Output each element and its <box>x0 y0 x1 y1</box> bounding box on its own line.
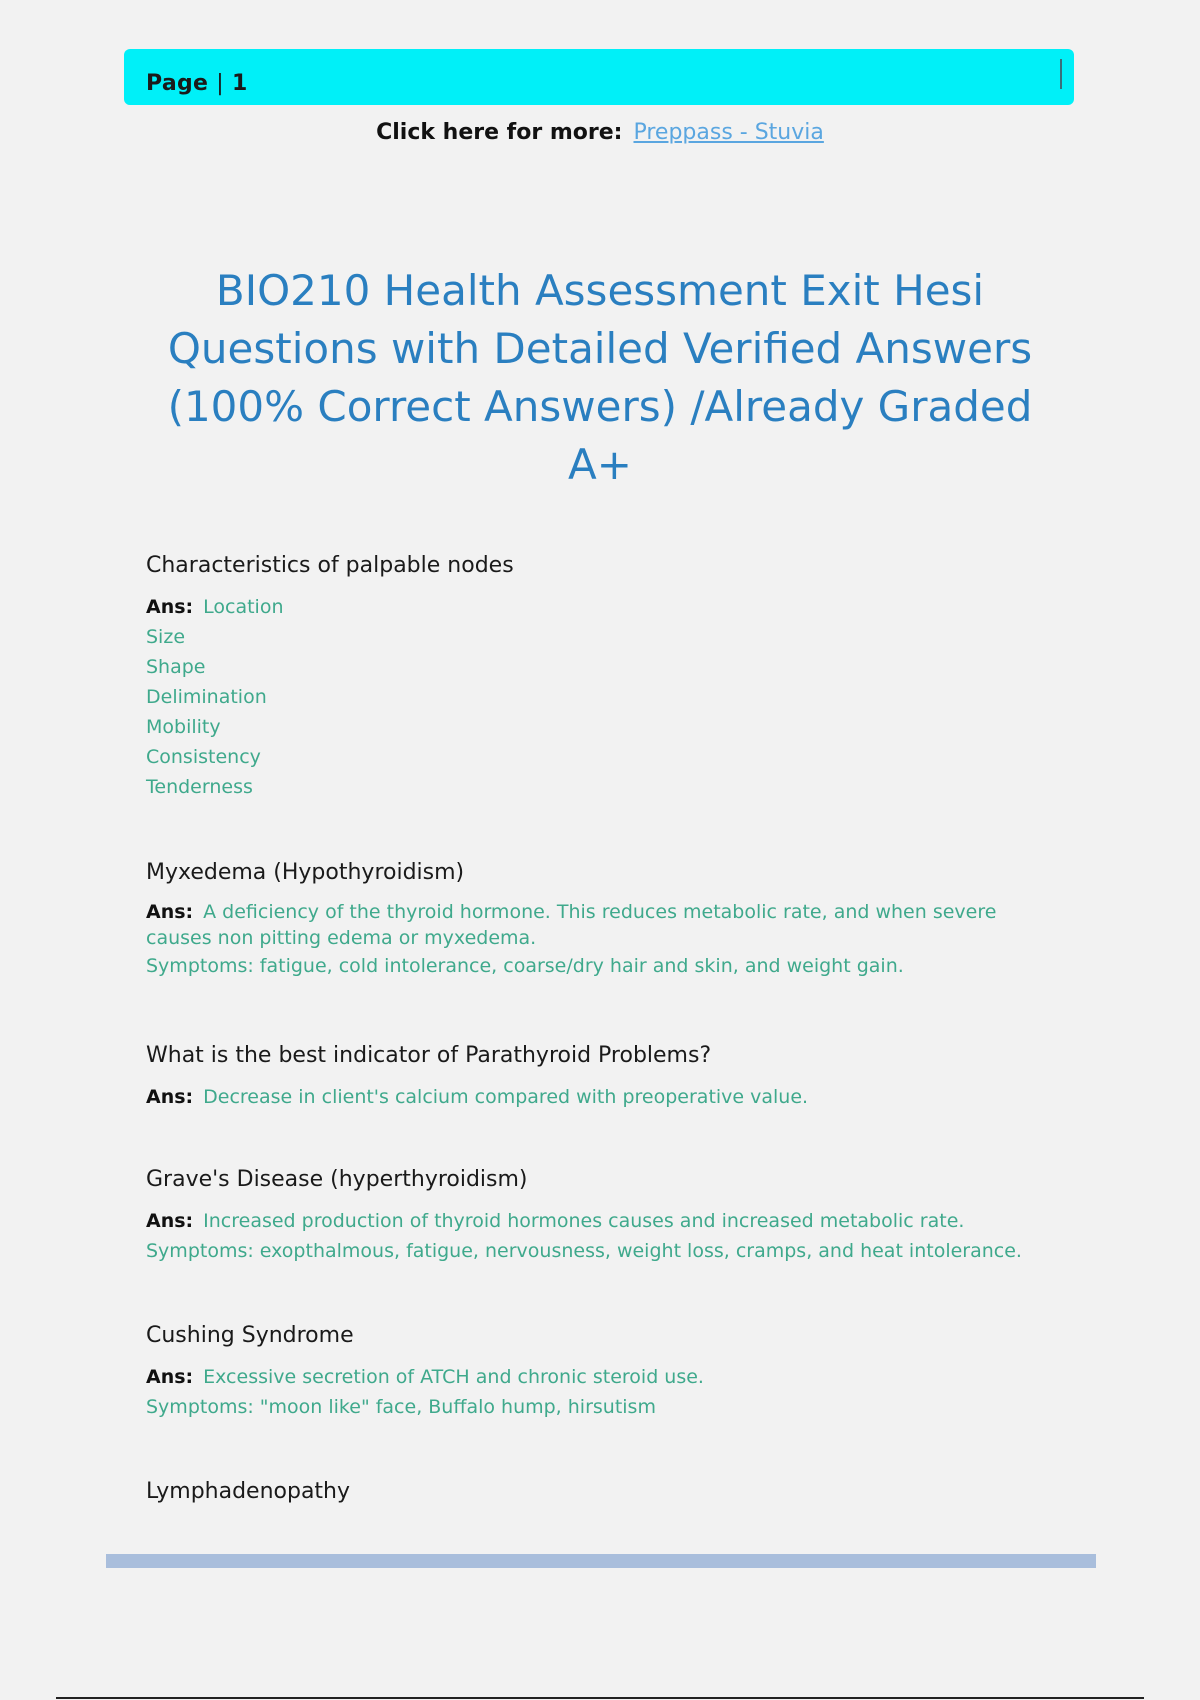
answer-line: Excessive secretion of ATCH and chronic steroid use. <box>203 1366 704 1388</box>
answer-block <box>146 1082 1046 1112</box>
answer-block <box>146 899 1046 981</box>
promo-line <box>0 120 1200 145</box>
page-header-bar <box>124 49 1074 105</box>
answer-line: Consistency <box>146 746 261 768</box>
answer-line: Shape <box>146 656 206 678</box>
footer-bar <box>106 1554 1096 1568</box>
question-text: What is the best indicator of Parathyroid Problems? <box>146 1043 712 1068</box>
answer-line: A deficiency of the thyroid hormone. This reduces metabolic rate, and when severe causes non pitting edema or myxedema. <box>146 901 997 949</box>
question-text: Lymphadenopathy <box>146 1479 351 1504</box>
promo-label: Click here for more: <box>376 120 623 145</box>
answer-line: Symptoms: "moon like" face, Buffalo hump, hirsutism <box>146 1396 656 1418</box>
ans-label: Ans: <box>146 1086 194 1108</box>
page-word: Page <box>146 71 209 96</box>
promo-link[interactable]: Preppass - Stuvia <box>633 120 824 145</box>
ans-label: Ans: <box>146 596 194 618</box>
answer-line: Location <box>203 596 284 618</box>
question-text: Myxedema (Hypothyroidism) <box>146 860 465 885</box>
qa-block <box>146 1167 1046 1266</box>
answer-line: Increased production of thyroid hormones causes and increased metabolic rate. <box>203 1210 965 1232</box>
page-indicator <box>146 71 248 96</box>
answer-block <box>146 1206 1046 1266</box>
qa-block <box>146 860 1046 981</box>
page-separator: | <box>216 71 224 96</box>
answer-block <box>146 1362 1046 1422</box>
bottom-rule <box>56 1697 1144 1699</box>
answer-line: Symptoms: exopthalmous, fatigue, nervousness, weight loss, cramps, and heat intolerance. <box>146 1240 1022 1262</box>
question-text: Grave's Disease (hyperthyroidism) <box>146 1167 528 1192</box>
text-cursor <box>1060 59 1062 89</box>
answer-line: Decrease in client's calcium compared with preoperative value. <box>203 1086 809 1108</box>
document-title: BIO210 Health Assessment Exit Hesi Questions with Detailed Verified Answers (100% Correct Answers) /Already Graded A+ <box>167 266 1033 489</box>
answer-line: Symptoms: fatigue, cold intolerance, coarse/dry hair and skin, and weight gain. <box>146 955 904 977</box>
question-text: Cushing Syndrome <box>146 1323 354 1348</box>
answer-line: Size <box>146 626 186 648</box>
ans-label: Ans: <box>146 1210 194 1232</box>
ans-label: Ans: <box>146 901 194 923</box>
question-text: Characteristics of palpable nodes <box>146 553 514 578</box>
qa-block <box>146 1479 1046 1518</box>
qa-block <box>146 1043 1046 1112</box>
answer-line: Mobility <box>146 716 221 738</box>
qa-block <box>146 1323 1046 1422</box>
qa-block <box>146 553 1046 802</box>
page-number: 1 <box>231 71 248 96</box>
answer-block <box>146 592 1046 802</box>
answer-line: Delimination <box>146 686 267 708</box>
answer-line: Tenderness <box>146 776 253 798</box>
ans-label: Ans: <box>146 1366 194 1388</box>
